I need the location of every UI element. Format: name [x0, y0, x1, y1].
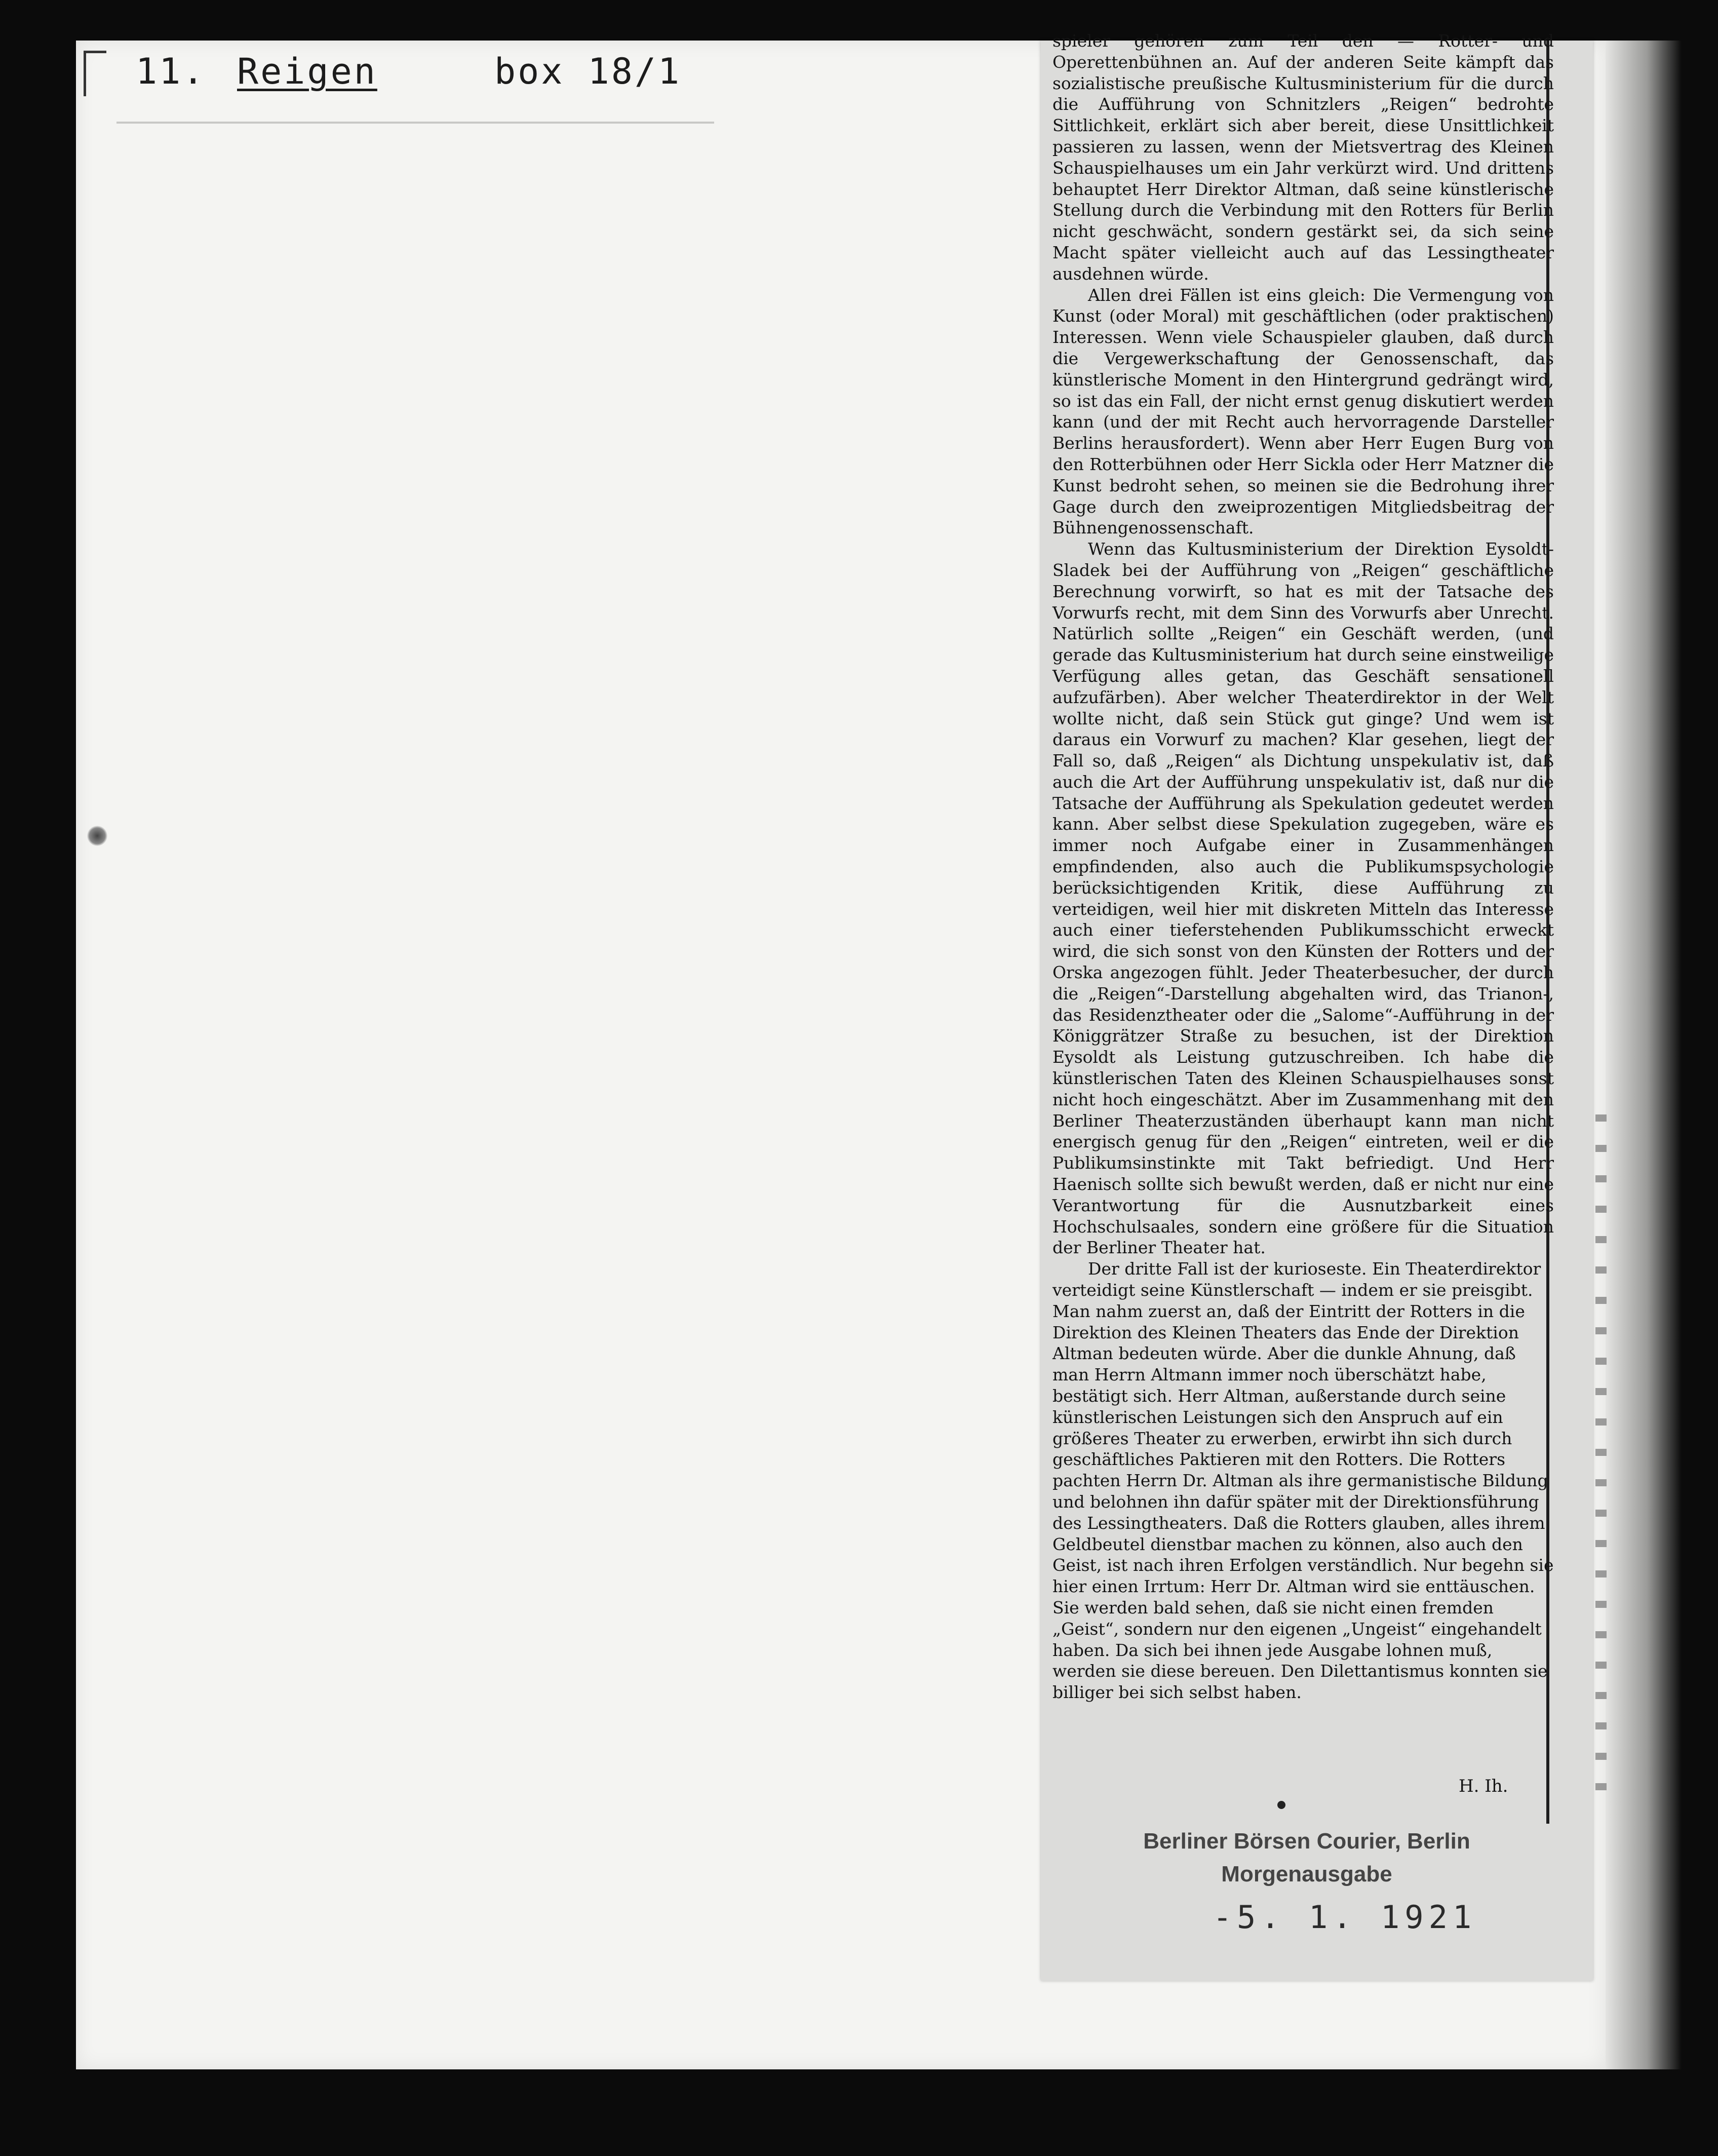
- article-paragraph: Allen drei Fällen ist eins gleich: Die Vermengung von Kunst (oder Moral) mit geschäftlichen (oder praktischen) Interessen. Wenn viele Schauspieler glauben, daß durch die Vergewerkschaftung der Genossenschaft, das künstlerische Moment in den Hintergrund gedrängt wird, so ist das ein Fall, der nicht ernst genug diskutiert werden kann (und der mit Recht auch hervorragende Darsteller Berlins herausfordert). Wenn aber Herr Eugen Burg von den Rotterbühnen oder Herr Sickla oder Herr Matzner die Kunst bedroht sehen, so meinen sie die Bedrohung ihrer Gage durch den zweiprozentigen Mitgliedsbeitrag der Bühnengenossenschaft.: [1052, 285, 1554, 538]
- stamp-date: -5. 1. 1921: [1213, 1899, 1477, 1936]
- ink-smudge: [87, 826, 107, 846]
- header-divider: [116, 122, 714, 124]
- source-stamp: [1094, 1826, 1519, 1943]
- stamp-edition: Morgenausgabe: [1221, 1862, 1392, 1886]
- folder-title: Reigen: [237, 51, 377, 92]
- article-paragraph: spieler gehören zum Teil den — Rotter- und Operettenbühnen an. Auf der anderen Seite kämpft das sozialistische preußische Kultusministerium für die durch die Aufführung von Schnitzlers „Reigen“ bedrohte Sittlichkeit, erklärt sich aber bereit, diese Unsittlichkeit passieren zu lassen, wenn der Mietsvertrag des Kleinen Schauspielhauses um ein Jahr verkürzt wird. Und drittens behauptet Herr Direktor Altman, daß seine künstlerische Stellung durch die Verbindung mit den Rotters für Berlin nicht geschwächt, sondern gestärkt sei, da sich seine Macht später vielleicht auch auf das Lessingtheater ausdehnen würde.: [1052, 31, 1554, 284]
- article-column: [1052, 30, 1554, 1703]
- author-signature: H. Ih.: [1459, 1776, 1508, 1796]
- margin-marks: [1595, 1114, 1607, 1814]
- stamp-source: Berliner Börsen Courier, Berlin: [1143, 1829, 1470, 1854]
- article-paragraph: Der dritte Fall ist der kurioseste. Ein Theaterdirektor verteidigt seine Künstlerschaft — indem er sie preisgibt. Man nahm zuerst an, daß der Eintritt der Rotters in die Direktion des Kleinen Theaters das Ende der Direktion Altman bedeuten würde. Aber die dunkle Ahnung, daß man Herrn Altmann immer noch überschätzt habe, bestätigt sich. Herr Altman, außerstande durch seine künstlerischen Leistungen sich den Anspruch auf ein größeres Theater zu erwerben, erwirbt ihn sich durch geschäftliches Paktieren mit den Rotters. Die Rotters pachten Herrn Dr. Altman als ihre germanistische Bildung und belohnen ihn dafür später mit der Direktionsführung des Lessingtheaters. Daß die Rotters glauben, alles ihrem Geldbeutel dienstbar machen zu können, also auch den Geist, ist nach ihren Erfolgen verständlich. Nur begehn sie hier einen Irrtum: Herr Dr. Altman wird sie enttäuschen. Sie werden bald sehen, daß sie nicht einen fremden „Geist“, sondern nur den eigenen „Ungeist“ eingehandelt haben. Da sich bei ihnen jede Ausgabe lohnen muß, werden sie diese bereuen. Den Dilettantismus konnten sie billiger bei sich selbst haben.: [1052, 1259, 1554, 1703]
- sheet-edge-shadow: [1606, 41, 1682, 2069]
- folder-number: 11.: [136, 51, 206, 92]
- box-label: box 18/1: [494, 51, 682, 92]
- separator-dot: [1277, 1801, 1285, 1809]
- article-paragraph: Wenn das Kultusministerium der Direktion Eysoldt-Sladek bei der Aufführung von „Reigen“ geschäftliche Berechnung vorwirft, so hat es mit der Tatsache des Vorwurfs recht, mit dem Sinn des Vorwurfs aber Unrecht. Natürlich sollte „Reigen“ ein Geschäft werden, (und gerade das Kultusministerium hat durch seine einstweilige Verfügung alles getan, das Geschäft sensationell aufzufärben). Aber welcher Theaterdirektor in der Welt wollte nicht, daß sein Stück gut ginge? Und wem ist daraus ein Vorwurf zu machen? Klar gesehen, liegt der Fall so, daß „Reigen“ als Dichtung unspekulativ ist, daß auch die Art der Aufführung unspekulativ ist, daß nur die Tatsache der Aufführung als Spekulation gedeutet werden kann. Aber selbst diese Spekulation zugegeben, wäre es immer noch Aufgabe einer in Zusammenhängen empfindenden, also auch die Publikumspsychologie berücksichtigenden Kritik, diese Aufführung zu verteidigen, weil hier mit diskreten Mitteln das Interesse auch einer tieferstehenden Publikumsschicht erweckt wird, die sich sonst von den Künsten der Rotters und der Orska angezogen fühlt. Jeder Theaterbesucher, der durch die „Reigen“-Darstellung abgehalten wird, das Trianon-, das Residenztheater oder die „Salome“-Aufführung in der Königgrätzer Straße zu besuchen, ist der Direktion Eysoldt als Leistung gutzuschreiben. Ich habe die künstlerischen Taten des Kleinen Schauspielhauses sonst nicht hoch eingeschätzt. Aber im Zusammenhang mit den Berliner Theaterzuständen überhaupt kann man nicht energisch genug für den „Reigen“ eintreten, weil er die Publikumsinstinkte mit Takt befriedigt. Und Herr Haenisch sollte sich bewußt werden, daß er nicht nur eine Verantwortung für die Ausnutzbarkeit eines Hochschulsaales, sondern eine größere für die Situation der Berliner Theater hat.: [1052, 539, 1554, 1258]
- corner-mark: [84, 51, 106, 96]
